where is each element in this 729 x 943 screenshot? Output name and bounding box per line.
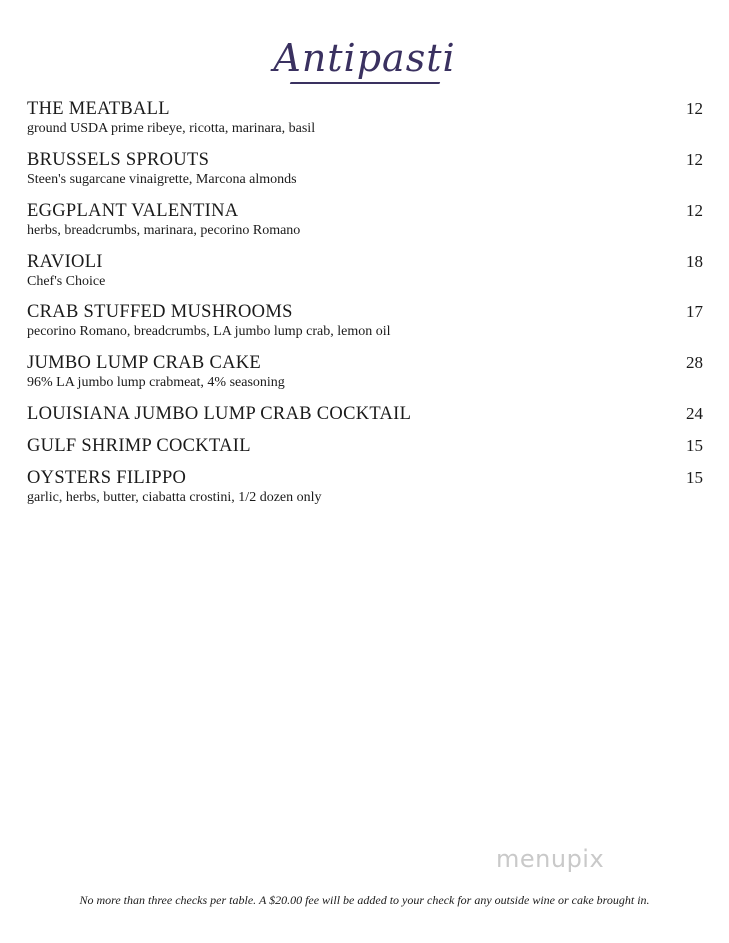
item-name: EGGPLANT VALENTINA: [27, 201, 239, 221]
item-description: herbs, breadcrumbs, marinara, pecorino Romano: [27, 223, 301, 238]
item-name: LOUISIANA JUMBO LUMP CRAB COCKTAIL: [27, 404, 412, 424]
item-price: 12: [686, 150, 703, 169]
menu-item: [27, 149, 703, 200]
item-price: 28: [686, 353, 703, 372]
menu-item: [27, 435, 703, 467]
page-title: [0, 36, 729, 84]
item-price: 18: [686, 252, 703, 271]
menu-item: [27, 467, 703, 507]
item-name: RAVIOLI: [27, 252, 103, 272]
menu-item: [27, 301, 703, 352]
footer-note: No more than three checks per table. A $20.00 fee will be added to your check for any outside wine or cake brought in.: [79, 893, 650, 907]
item-name: THE MEATBALL: [27, 99, 170, 119]
item-price: 15: [686, 436, 703, 455]
item-price: 24: [686, 404, 703, 423]
title-underline: [289, 82, 440, 84]
item-name: GULF SHRIMP COCKTAIL: [27, 436, 251, 456]
item-price: 12: [686, 201, 703, 220]
item-name: BRUSSELS SPROUTS: [27, 150, 210, 170]
item-description: garlic, herbs, butter, ciabatta crostini, 1/2 dozen only: [27, 490, 322, 505]
menu-item: [27, 200, 703, 251]
menu-item: [27, 403, 703, 435]
menu-list: [27, 98, 703, 507]
item-description: Steen's sugarcane vinaigrette, Marcona almonds: [27, 172, 297, 187]
item-description: Chef's Choice: [27, 274, 106, 289]
item-price: 17: [686, 302, 703, 321]
watermark-logo: menupix: [496, 845, 605, 873]
item-name: OYSTERS FILIPPO: [27, 468, 187, 488]
item-name: JUMBO LUMP CRAB CAKE: [27, 353, 262, 373]
menu-item: [27, 251, 703, 301]
item-description: ground USDA prime ribeye, ricotta, marinara, basil: [27, 121, 316, 136]
menu-item: [27, 352, 703, 403]
item-description: pecorino Romano, breadcrumbs, LA jumbo lump crab, lemon oil: [27, 324, 391, 339]
item-price: 15: [686, 468, 703, 487]
item-price: 12: [686, 99, 703, 118]
page-title-text: Antipasti: [273, 36, 456, 80]
item-name: CRAB STUFFED MUSHROOMS: [27, 302, 293, 322]
item-description: 96% LA jumbo lump crabmeat, 4% seasoning: [27, 375, 285, 390]
menu-item: [27, 98, 703, 149]
